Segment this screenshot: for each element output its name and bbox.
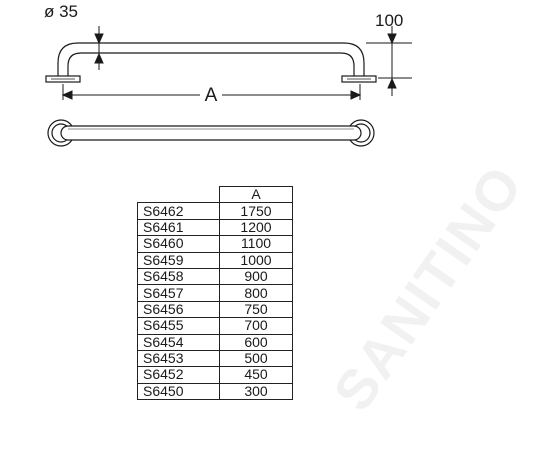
arrow-down-icon (95, 34, 103, 43)
table-row (138, 350, 293, 366)
length-label: A (204, 85, 218, 106)
a-value-cell: 700 (220, 318, 293, 334)
model-cell: S6454 (138, 334, 220, 350)
table-row (138, 301, 293, 317)
a-value-cell: 500 (220, 350, 293, 366)
height-label: 100 (375, 11, 404, 30)
height-dimension (366, 26, 412, 96)
table-row (138, 383, 293, 399)
model-cell: S6458 (138, 268, 220, 284)
column-header-a: A (220, 187, 293, 203)
table-header-row (138, 187, 293, 203)
table-row (138, 367, 293, 383)
table-row (138, 219, 293, 235)
table-row (138, 268, 293, 284)
table-row (138, 285, 293, 301)
arrow-left-icon (63, 91, 72, 99)
arrow-up-icon (388, 79, 396, 88)
a-value-cell: 1100 (220, 236, 293, 252)
bar-outline-inner (68, 53, 354, 78)
model-cell: S6460 (138, 236, 220, 252)
model-cell: S6457 (138, 285, 220, 301)
dimension-table (137, 186, 293, 400)
arrow-up-icon (95, 54, 103, 63)
table-row (138, 318, 293, 334)
a-value-cell: 1750 (220, 203, 293, 219)
a-value-cell: 1200 (220, 219, 293, 235)
a-value-cell: 1000 (220, 252, 293, 268)
diameter-label: ø 35 (44, 2, 79, 21)
table-row (138, 252, 293, 268)
bar-top-view (61, 126, 361, 140)
grab-bar-drawing (0, 0, 452, 170)
table-row (138, 334, 293, 350)
arrow-right-icon (351, 91, 360, 99)
model-cell: S6459 (138, 252, 220, 268)
table-row (138, 236, 293, 252)
model-cell: S6453 (138, 350, 220, 366)
model-cell: S6452 (138, 367, 220, 383)
model-cell: S6456 (138, 301, 220, 317)
model-cell: S6462 (138, 203, 220, 219)
a-value-cell: 750 (220, 301, 293, 317)
a-value-cell: 450 (220, 367, 293, 383)
bar-outline-outer (58, 43, 364, 78)
a-value-cell: 900 (220, 268, 293, 284)
model-cell: S6450 (138, 383, 220, 399)
a-value-cell: 800 (220, 285, 293, 301)
arrow-down-icon (388, 34, 396, 43)
a-value-cell: 300 (220, 383, 293, 399)
diameter-dimension (95, 26, 103, 70)
table-row (138, 203, 293, 219)
model-cell: S6461 (138, 219, 220, 235)
watermark: SANITINO (320, 153, 536, 422)
model-cell: S6455 (138, 318, 220, 334)
a-value-cell: 600 (220, 334, 293, 350)
top-view (48, 120, 374, 146)
